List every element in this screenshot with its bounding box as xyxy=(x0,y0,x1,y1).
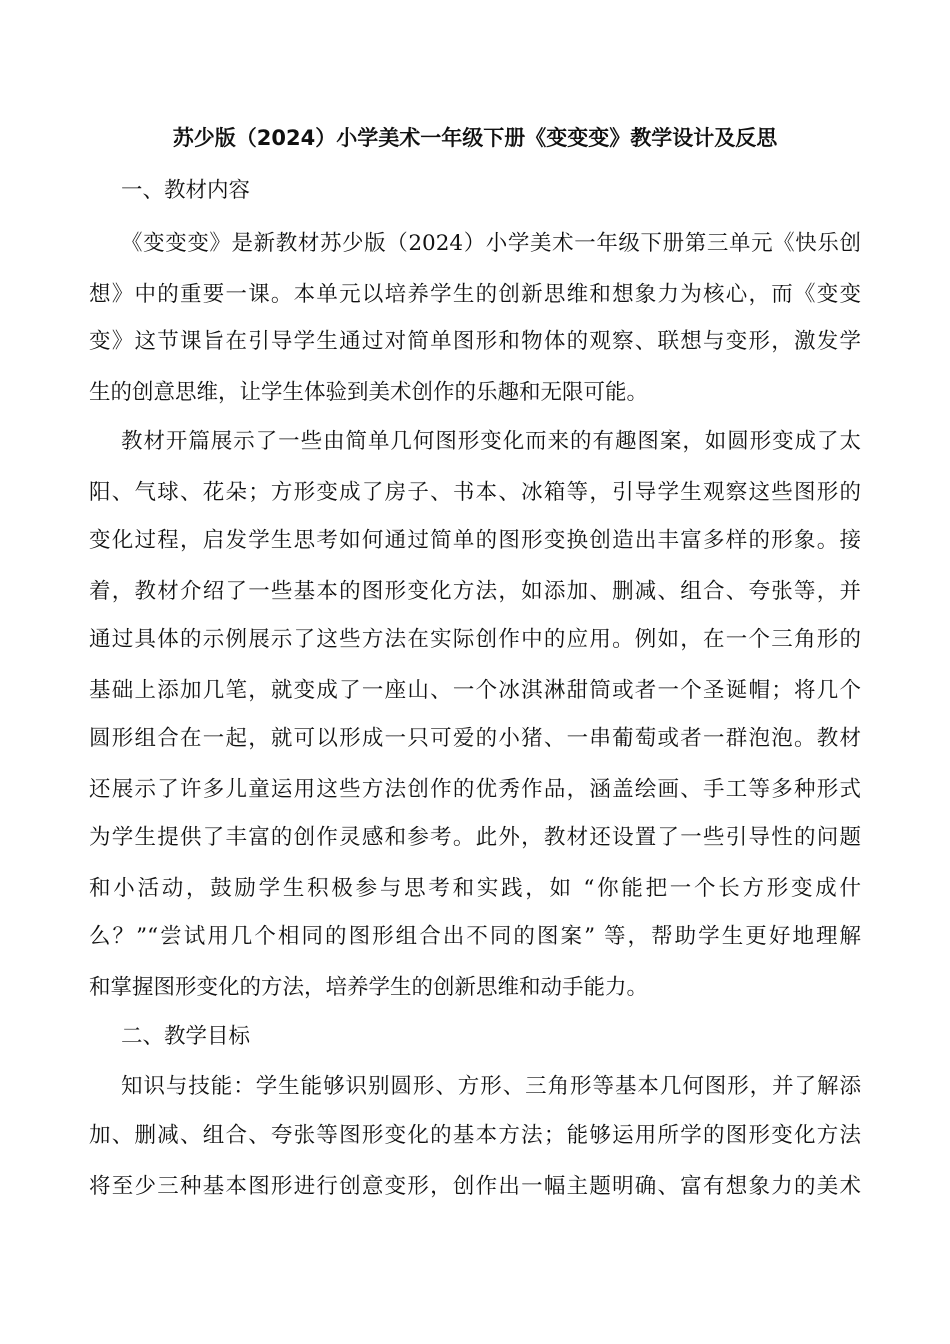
paragraph-line: 阳、气球、花朵；方形变成了房子、书本、冰箱等，引导学生观察这些图形的 xyxy=(89,480,861,505)
document-title: 苏少版（2024）小学美术一年级下册《变变变》教学设计及反思 xyxy=(172,126,778,150)
paragraph-line: 生的创意思维，让学生体验到美术创作的乐趣和无限可能。 xyxy=(89,380,649,405)
paragraph-line: 和掌握图形变化的方法，培养学生的创新思维和动手能力。 xyxy=(89,975,649,1000)
paragraph-line: 变》这节课旨在引导学生通过对简单图形和物体的观察、联想与变形，激发学 xyxy=(89,329,861,354)
paragraph-line: 还展示了许多儿童运用这些方法创作的优秀作品，涵盖绘画、手工等多种形式 xyxy=(89,777,861,802)
paragraph-line: 教材开篇展示了一些由简单几何图形变化而来的有趣图案，如圆形变成了太 xyxy=(121,429,861,454)
paragraph-line: 知识与技能：学生能够识别圆形、方形、三角形等基本几何图形，并了解添 xyxy=(121,1074,861,1099)
section-heading: 一、教材内容 xyxy=(121,178,251,203)
paragraph-line: 《变变变》是新教材苏少版（2024）小学美术一年级下册第三单元《快乐创 xyxy=(121,231,861,256)
paragraph-line: 着，教材介绍了一些基本的图形变化方法，如添加、删减、组合、夸张等，并 xyxy=(89,579,861,604)
paragraph-line: 通过具体的示例展示了这些方法在实际创作中的应用。例如，在一个三角形的 xyxy=(89,627,861,652)
section-heading: 二、教学目标 xyxy=(121,1024,251,1049)
paragraph-line: 和小活动，鼓励学生积极参与思考和实践，如 “你能把一个长方形变成什 xyxy=(89,876,861,901)
paragraph-line: 想》中的重要一课。本单元以培养学生的创新思维和想象力为核心，而《变变 xyxy=(89,282,861,307)
paragraph-line: 加、删减、组合、夸张等图形变化的基本方法；能够运用所学的图形变化方法 xyxy=(89,1123,861,1148)
paragraph-line: 圆形组合在一起，就可以形成一只可爱的小猪、一串葡萄或者一群泡泡。教材 xyxy=(89,726,861,751)
paragraph-line: 变化过程，启发学生思考如何通过简单的图形变换创造出丰富多样的形象。接 xyxy=(89,528,861,553)
paragraph-line: 基础上添加几笔，就变成了一座山、一个冰淇淋甜筒或者一个圣诞帽；将几个 xyxy=(89,678,861,703)
paragraph-line: 为学生提供了丰富的创作灵感和参考。此外，教材还设置了一些引导性的问题 xyxy=(89,825,861,850)
paragraph-line: 将至少三种基本图形进行创意变形，创作出一幅主题明确、富有想象力的美术 xyxy=(89,1174,861,1199)
paragraph-line: 么？”“尝试用几个相同的图形组合出不同的图案” 等，帮助学生更好地理解 xyxy=(89,924,861,949)
